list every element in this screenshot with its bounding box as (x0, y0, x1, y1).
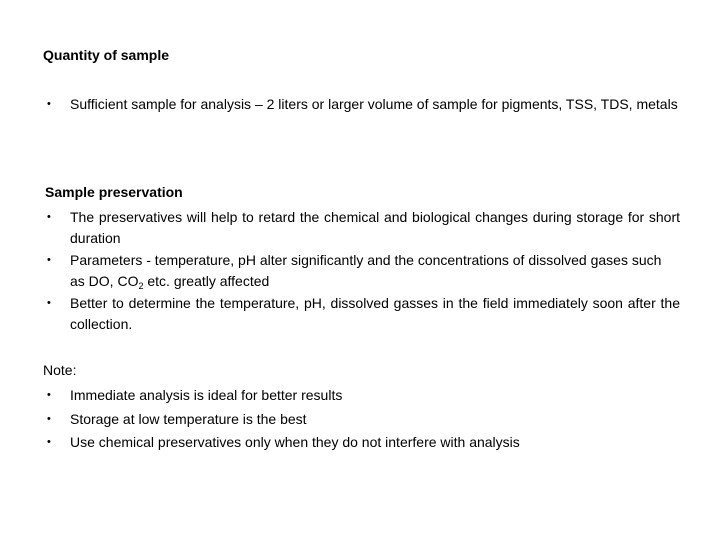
bullet-dot: • (47, 413, 51, 425)
bullet-dot: • (47, 211, 51, 223)
bullet-dot: • (47, 254, 51, 266)
quantity-item-1: Sufficient sample for analysis – 2 liters or larger volume of sample for pigments, TSS, TDS, metals (70, 96, 678, 112)
note-item-2: Storage at low temperature is the best (70, 411, 307, 427)
heading-note: Note: (43, 362, 77, 378)
preservation-item-3: Better to determine the temperature, pH, dissolved gasses in the field immediately soon after the collection. (70, 295, 680, 332)
bullet-dot: • (47, 436, 51, 448)
preservation-item-2-text: Parameters - temperature, pH alter significantly and the concentrations of dissolved gases such as DO, CO (70, 252, 662, 289)
bullet-dot: • (47, 297, 51, 309)
preservation-item-2 (70, 250, 680, 292)
bullet-dot: • (47, 389, 51, 401)
bullet-dot: • (47, 98, 51, 110)
preservation-item-1: The preservatives will help to retard the chemical and biological changes during storage for short duration (70, 209, 680, 246)
note-item-1: Immediate analysis is ideal for better results (70, 387, 343, 403)
co2-subscript: 2 (138, 281, 144, 291)
heading-quantity-of-sample: Quantity of sample (43, 47, 170, 63)
preservation-item-2-tail: etc. greatly affected (143, 273, 270, 289)
heading-sample-preservation: Sample preservation (45, 184, 183, 200)
note-item-3: Use chemical preservatives only when they do not interfere with analysis (70, 434, 520, 450)
